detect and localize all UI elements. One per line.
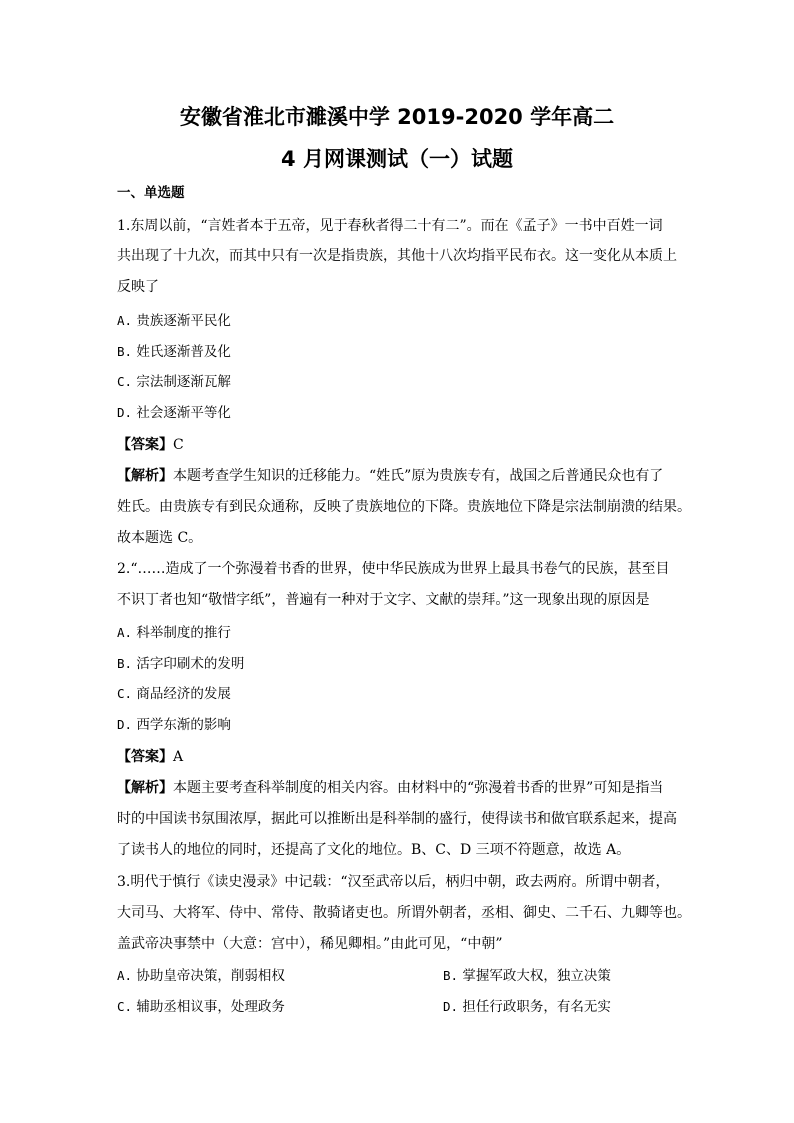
option-text: 社会逐渐平等化 — [136, 405, 231, 421]
option-label: B. — [117, 656, 133, 671]
option-text: 商品经济的发展 — [136, 686, 231, 702]
analysis-tag: 【解析】 — [117, 468, 173, 484]
option-label: D. — [443, 999, 459, 1014]
analysis-text: 本题考查学生知识的迁移能力。“姓氏”原为贵族专有，战国之后普通民众也有了 — [173, 468, 664, 484]
option-label: C. — [117, 999, 133, 1014]
q3-stem-line-1: 3.明代于慎行《读史漫录》中记载：“汉至武帝以后，柄归中朝，政去两府。所谓中朝者， — [117, 874, 670, 890]
q3-option-a — [117, 966, 285, 986]
q3-stem-line-3: 盖武帝决事禁中（大意：宫中），稀见卿相。”由此可见，“中朝” — [117, 936, 503, 952]
q3-stem-line-2: 大司马、大将军、侍中、常侍、散骑诸吏也。所谓外朝者，丞相、御史、二千石、九卿等也。 — [117, 905, 691, 921]
option-text: 姓氏逐渐普及化 — [136, 344, 231, 360]
option-text: 宗法制逐渐瓦解 — [136, 374, 231, 390]
q2-option-b — [117, 654, 244, 674]
q1-option-d — [117, 403, 231, 423]
q2-option-d — [117, 715, 231, 735]
document-title-line-2: 4 月网课测试（一）试题 — [281, 147, 513, 171]
analysis-text: 本题主要考查科举制度的相关内容。由材料中的“弥漫着书香的世界”可知是指当 — [173, 780, 664, 796]
q2-option-a — [117, 623, 231, 643]
option-text: 活字印刷术的发明 — [136, 656, 245, 672]
q1-option-b — [117, 342, 231, 362]
q1-analysis-line-3: 故本题选 C。 — [117, 530, 203, 546]
q2-answer — [117, 747, 183, 767]
q1-answer — [117, 435, 184, 455]
q3-option-c — [117, 997, 285, 1017]
q1-analysis-line-2: 姓氏。由贵族专有到民众通称，反映了贵族地位的下降。贵族地位下降是宗法制崩溃的结果。 — [117, 499, 691, 515]
answer-value: C — [173, 437, 184, 453]
option-text: 担任行政职务，有名无实 — [462, 999, 611, 1015]
q2-analysis-line-1 — [117, 778, 663, 798]
option-label: D. — [117, 405, 133, 420]
option-label: A. — [117, 313, 133, 328]
option-label: B. — [117, 344, 133, 359]
section-heading: 一、单选题 — [117, 185, 185, 201]
q1-stem-line-1: 1.东周以前，“言姓者本于五帝，见于春秋者得二十有二”。而在《孟子》一书中百姓一词 — [117, 218, 663, 234]
option-label: C. — [117, 374, 133, 389]
analysis-tag: 【解析】 — [117, 780, 173, 796]
option-text: 辅助丞相议事，处理政务 — [136, 999, 285, 1015]
option-text: 协助皇帝决策，削弱相权 — [136, 968, 285, 984]
q1-stem-line-3: 反映了 — [117, 279, 159, 295]
option-text: 贵族逐渐平民化 — [136, 313, 231, 329]
option-label: B. — [443, 968, 459, 983]
q1-option-a — [117, 311, 231, 331]
q2-stem-line-1: 2.“……造成了一个弥漫着书香的世界，使中华民族成为世界上最具书卷气的民族，甚至目 — [117, 561, 670, 577]
q1-option-c — [117, 372, 231, 392]
q2-analysis-line-3: 了读书人的地位的同时，还提高了文化的地位。B、C、D 三项不符题意，故选 A。 — [117, 842, 631, 858]
option-label: D. — [117, 717, 133, 732]
option-label: A. — [117, 968, 133, 983]
answer-value: A — [173, 749, 184, 765]
q2-analysis-line-2: 时的中国读书氛围浓厚，据此可以推断出是科举制的盛行，使得读书和做官联系起来，提高 — [117, 811, 677, 827]
q3-option-b — [443, 966, 611, 986]
q2-stem-line-2: 不识丁者也知“敬惜字纸”，普遍有一种对于文字、文献的崇拜。”这一现象出现的原因是 — [117, 592, 650, 608]
q1-stem-line-2: 共出现了十九次，而其中只有一次是指贵族，其他十八次均指平民布衣。这一变化从本质上 — [117, 248, 677, 264]
option-text: 掌握军政大权，独立决策 — [462, 968, 611, 984]
option-label: C. — [117, 686, 133, 701]
answer-tag: 【答案】 — [117, 749, 173, 765]
q3-option-d — [443, 997, 611, 1017]
q1-analysis-line-1 — [117, 466, 663, 486]
answer-tag: 【答案】 — [117, 437, 173, 453]
q2-option-c — [117, 684, 231, 704]
option-text: 西学东渐的影响 — [136, 717, 231, 733]
option-text: 科举制度的推行 — [136, 625, 231, 641]
option-label: A. — [117, 625, 133, 640]
document-title-line-1: 安徽省淮北市濉溪中学 2019-2020 学年高二 — [179, 105, 615, 129]
